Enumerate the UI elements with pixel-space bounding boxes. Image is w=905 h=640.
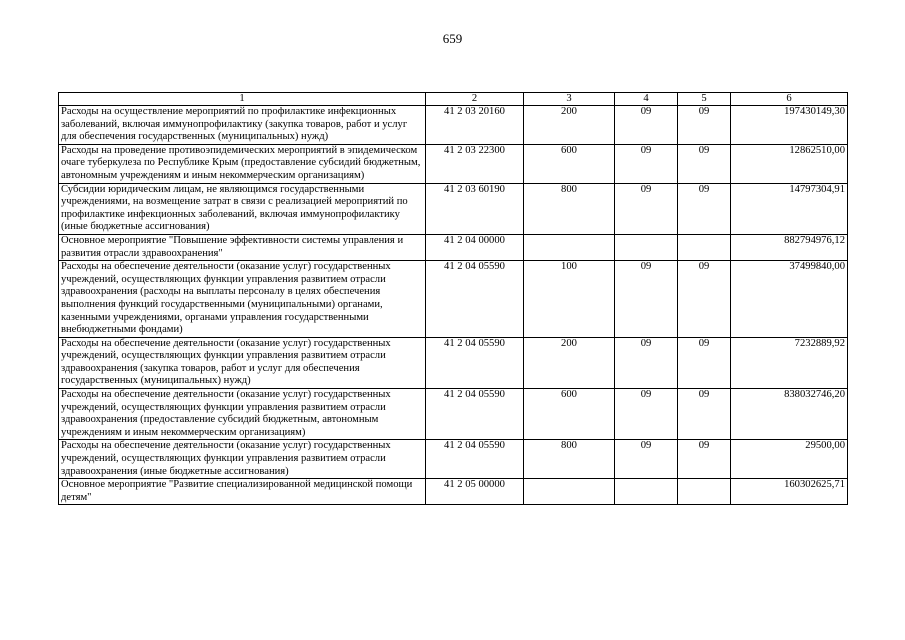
row-expense-type: 600 xyxy=(524,389,615,440)
row-amount: 7232889,92 xyxy=(731,337,848,388)
header-row xyxy=(59,93,848,106)
row-target-code: 41 2 04 05590 xyxy=(426,337,524,388)
row-subsection: 09 xyxy=(678,261,731,338)
column-header: 3 xyxy=(524,93,615,106)
table-row xyxy=(59,337,848,388)
row-subsection: 09 xyxy=(678,144,731,183)
table-row xyxy=(59,183,848,234)
row-section: 09 xyxy=(615,389,678,440)
table-row xyxy=(59,234,848,260)
row-description: Расходы на обеспечение деятельности (оказание услуг) государственных учреждений, осуществляющих функции управления развитием отрасли здравоохранения (расходы на выплаты персоналу в целях обеспечения выполнения функций государственными (муниципальными) органами, казенными учреждениями, органами управления государственными внебюджетными фондами) xyxy=(59,261,426,338)
row-amount: 838032746,20 xyxy=(731,389,848,440)
row-description: Расходы на проведение противоэпидемических мероприятий в эпидемическом очаге туберкулеза по Республике Крым (предоставление субсидий бюджетным, автономным учреждениям и иным некоммерческим организациям) xyxy=(59,144,426,183)
row-amount: 197430149,30 xyxy=(731,106,848,145)
row-subsection: 09 xyxy=(678,440,731,479)
row-amount: 37499840,00 xyxy=(731,261,848,338)
row-target-code: 41 2 03 22300 xyxy=(426,144,524,183)
table-row xyxy=(59,261,848,338)
row-section: 09 xyxy=(615,183,678,234)
row-target-code: 41 2 04 05590 xyxy=(426,389,524,440)
row-amount: 882794976,12 xyxy=(731,234,848,260)
row-amount: 14797304,91 xyxy=(731,183,848,234)
table-body xyxy=(59,106,848,505)
row-section: 09 xyxy=(615,106,678,145)
row-section: 09 xyxy=(615,337,678,388)
budget-table xyxy=(58,92,848,505)
row-amount: 12862510,00 xyxy=(731,144,848,183)
row-description: Расходы на осуществление мероприятий по профилактике инфекционных заболеваний, включая иммунопрофилактику (закупка товаров, работ и услуг для обеспечения государственных (муниципальных) нужд) xyxy=(59,106,426,145)
row-expense-type: 200 xyxy=(524,106,615,145)
row-target-code: 41 2 04 05590 xyxy=(426,440,524,479)
row-subsection: 09 xyxy=(678,337,731,388)
table-header xyxy=(59,93,848,106)
row-section xyxy=(615,234,678,260)
table-row xyxy=(59,479,848,505)
row-section: 09 xyxy=(615,440,678,479)
row-description: Расходы на обеспечение деятельности (оказание услуг) государственных учреждений, осуществляющих функции управления развитием отрасли здравоохранения (закупка товаров, работ и услуг для обеспечения государственных (муниципальных) нужд) xyxy=(59,337,426,388)
row-description: Расходы на обеспечение деятельности (оказание услуг) государственных учреждений, осуществляющих функции управления развитием отрасли здравоохранения (иные бюджетные ассигнования) xyxy=(59,440,426,479)
row-target-code: 41 2 03 20160 xyxy=(426,106,524,145)
column-header: 6 xyxy=(731,93,848,106)
row-expense-type: 800 xyxy=(524,440,615,479)
row-subsection: 09 xyxy=(678,183,731,234)
row-amount: 160302625,71 xyxy=(731,479,848,505)
row-section xyxy=(615,479,678,505)
row-description: Расходы на обеспечение деятельности (оказание услуг) государственных учреждений, осуществляющих функции управления развитием отрасли здравоохранения (предоставление субсидий бюджетным, автономным учреждениям и иным некоммерческим организациям) xyxy=(59,389,426,440)
table-row xyxy=(59,389,848,440)
table-row xyxy=(59,144,848,183)
row-section: 09 xyxy=(615,144,678,183)
table-row xyxy=(59,106,848,145)
row-description: Субсидии юридическим лицам, не являющимся государственными учреждениями, на возмещение затрат в связи с реализацией мероприятий по профилактике инфекционных заболеваний, включая иммунопрофилактику (иные бюджетные ассигнования) xyxy=(59,183,426,234)
page-number: 659 xyxy=(442,31,463,46)
row-description: Основное мероприятие "Развитие специализированной медицинской помощи детям" xyxy=(59,479,426,505)
row-expense-type: 800 xyxy=(524,183,615,234)
row-target-code: 41 2 04 00000 xyxy=(426,234,524,260)
row-description: Основное мероприятие "Повышение эффективности системы управления и развития отрасли здравоохранения" xyxy=(59,234,426,260)
row-subsection xyxy=(678,234,731,260)
row-expense-type: 100 xyxy=(524,261,615,338)
row-expense-type: 600 xyxy=(524,144,615,183)
column-header: 4 xyxy=(615,93,678,106)
row-section: 09 xyxy=(615,261,678,338)
row-target-code: 41 2 04 05590 xyxy=(426,261,524,338)
column-header: 1 xyxy=(59,93,426,106)
table-row xyxy=(59,440,848,479)
column-header: 2 xyxy=(426,93,524,106)
row-target-code: 41 2 05 00000 xyxy=(426,479,524,505)
column-header: 5 xyxy=(678,93,731,106)
row-expense-type xyxy=(524,479,615,505)
row-expense-type xyxy=(524,234,615,260)
row-target-code: 41 2 03 60190 xyxy=(426,183,524,234)
row-subsection: 09 xyxy=(678,389,731,440)
row-expense-type: 200 xyxy=(524,337,615,388)
row-amount: 29500,00 xyxy=(731,440,848,479)
row-subsection: 09 xyxy=(678,106,731,145)
row-subsection xyxy=(678,479,731,505)
